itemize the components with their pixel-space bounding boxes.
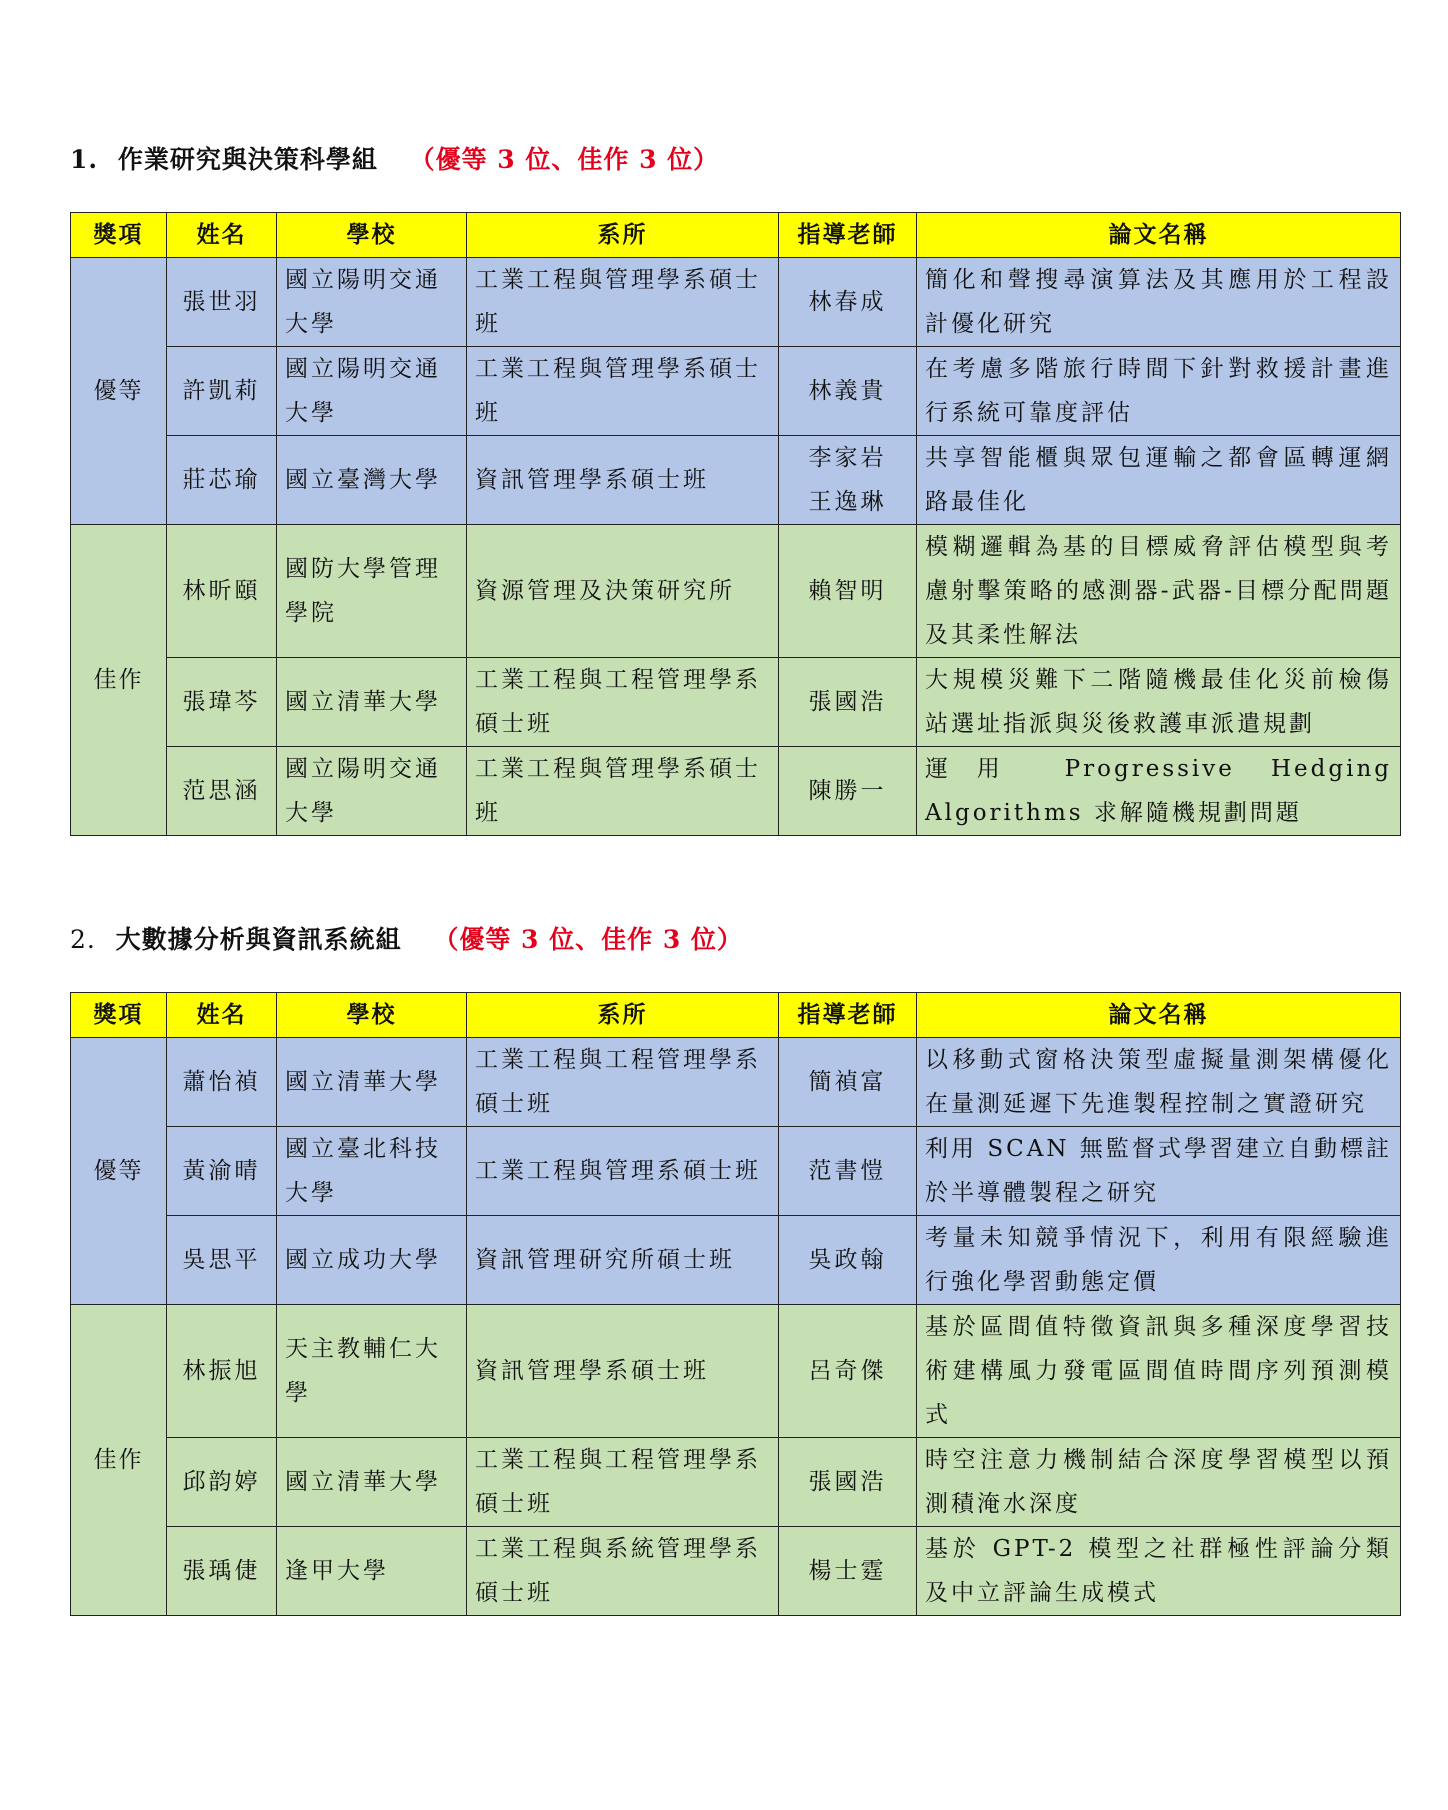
thesis-title-cell: 時空注意力機制結合深度學習模型以預測積淹水深度: [917, 1438, 1401, 1527]
school-cell: 國立陽明交通大學: [277, 258, 467, 347]
dept-cell: 工業工程與工程管理學系碩士班: [467, 658, 779, 747]
award-cell: 優等: [71, 1038, 167, 1305]
thesis-title-cell: 運用 Progressive Hedging Algorithms 求解隨機規劃問題: [917, 747, 1401, 836]
name-cell: 張瑀倢: [167, 1527, 277, 1616]
advisor-cell: [779, 525, 917, 658]
header-school: 學校: [277, 213, 467, 258]
table-row: [71, 525, 1401, 658]
name-cell: 林昕頤: [167, 525, 277, 658]
header-school: 學校: [277, 993, 467, 1038]
section-heading: [70, 142, 1400, 178]
advisor-cell: [779, 436, 917, 525]
header-award: 獎項: [71, 993, 167, 1038]
advisor-cell: [779, 747, 917, 836]
section-1: [70, 142, 1400, 836]
advisor-name: 呂奇傑: [808, 1358, 887, 1384]
header-row: [71, 993, 1401, 1038]
advisor-name: 楊士霆: [808, 1558, 887, 1584]
award-cell: 優等: [71, 258, 167, 525]
thesis-title-cell: 模糊邏輯為基的目標威脅評估模型與考慮射擊策略的感測器-武器-目標分配問題及其柔性解法: [917, 525, 1401, 658]
dept-cell: 工業工程與管理學系碩士班: [467, 347, 779, 436]
advisor-name: 王逸琳: [808, 489, 887, 515]
table-row: [71, 1127, 1401, 1216]
advisor-name: 張國浩: [808, 1469, 887, 1495]
name-cell: 邱韵婷: [167, 1438, 277, 1527]
thesis-title-cell: 基於區間值特徵資訊與多種深度學習技術建構風力發電區間值時間序列預測模式: [917, 1305, 1401, 1438]
dept-cell: 工業工程與工程管理學系碩士班: [467, 1438, 779, 1527]
name-cell: 蕭怡禎: [167, 1038, 277, 1127]
dept-cell: 工業工程與管理系碩士班: [467, 1127, 779, 1216]
advisor-name: 賴智明: [808, 578, 887, 604]
school-cell: 國立陽明交通大學: [277, 747, 467, 836]
dept-cell: 工業工程與工程管理學系碩士班: [467, 1038, 779, 1127]
thesis-title-cell: 以移動式窗格決策型虛擬量測架構優化在量測延遲下先進製程控制之實證研究: [917, 1038, 1401, 1127]
school-cell: 國立臺北科技大學: [277, 1127, 467, 1216]
dept-cell: 資訊管理學系碩士班: [467, 436, 779, 525]
dept-cell: 資訊管理學系碩士班: [467, 1305, 779, 1438]
table-row: [71, 1438, 1401, 1527]
awards-table: [70, 992, 1401, 1616]
school-cell: 國立清華大學: [277, 1438, 467, 1527]
table-row: [71, 1038, 1401, 1127]
section-heading: [70, 922, 1400, 958]
name-cell: 莊芯瑜: [167, 436, 277, 525]
awards-table: [70, 212, 1401, 836]
header-row: [71, 213, 1401, 258]
advisor-name: 簡禎富: [808, 1069, 887, 1095]
header-name: 姓名: [167, 213, 277, 258]
dept-cell: 資訊管理研究所碩士班: [467, 1216, 779, 1305]
table-row: [71, 1216, 1401, 1305]
thesis-title-cell: 基於 GPT-2 模型之社群極性評論分類及中立評論生成模式: [917, 1527, 1401, 1616]
section-number: 1.: [70, 145, 99, 174]
table-row: [71, 258, 1401, 347]
advisor-name: 陳勝一: [808, 778, 887, 804]
header-award: 獎項: [71, 213, 167, 258]
advisor-name: 林春成: [808, 289, 887, 315]
section-title: 作業研究與決策科學組: [117, 145, 378, 174]
thesis-title-cell: 在考慮多階旅行時間下針對救援計畫進行系統可靠度評估: [917, 347, 1401, 436]
dept-cell: 工業工程與系統管理學系碩士班: [467, 1527, 779, 1616]
dept-cell: 工業工程與管理學系碩士班: [467, 747, 779, 836]
section-2: [70, 922, 1400, 1616]
school-cell: 逢甲大學: [277, 1527, 467, 1616]
table-row: [71, 1527, 1401, 1616]
school-cell: 國立成功大學: [277, 1216, 467, 1305]
name-cell: 林振旭: [167, 1305, 277, 1438]
name-cell: 黃渝晴: [167, 1127, 277, 1216]
advisor-cell: [779, 347, 917, 436]
header-dept: 系所: [467, 993, 779, 1038]
school-cell: 國立陽明交通大學: [277, 347, 467, 436]
header-advisor: 指導老師: [779, 993, 917, 1038]
name-cell: 許凱莉: [167, 347, 277, 436]
school-cell: 天主教輔仁大學: [277, 1305, 467, 1438]
table-row: [71, 347, 1401, 436]
header-advisor: 指導老師: [779, 213, 917, 258]
table-row: [71, 1305, 1401, 1438]
thesis-title-cell: 共享智能櫃與眾包運輸之都會區轉運網路最佳化: [917, 436, 1401, 525]
thesis-title-cell: 大規模災難下二階隨機最佳化災前檢傷站選址指派與災後救護車派遣規劃: [917, 658, 1401, 747]
advisor-cell: [779, 1305, 917, 1438]
name-cell: 張世羽: [167, 258, 277, 347]
header-title: 論文名稱: [917, 993, 1401, 1038]
thesis-title-cell: 簡化和聲搜尋演算法及其應用於工程設計優化研究: [917, 258, 1401, 347]
name-cell: 范思涵: [167, 747, 277, 836]
advisor-cell: [779, 1438, 917, 1527]
advisor-name: 吳政翰: [808, 1247, 887, 1273]
school-cell: 國防大學管理學院: [277, 525, 467, 658]
advisor-name: 李家岩: [808, 445, 887, 471]
school-cell: 國立臺灣大學: [277, 436, 467, 525]
advisor-name: 范書愷: [808, 1158, 887, 1184]
table-row: [71, 747, 1401, 836]
dept-cell: 工業工程與管理學系碩士班: [467, 258, 779, 347]
name-cell: 張瑋芩: [167, 658, 277, 747]
advisor-name: 林義貴: [808, 378, 887, 404]
dept-cell: 資源管理及決策研究所: [467, 525, 779, 658]
advisor-cell: [779, 1038, 917, 1127]
section-number: 2.: [70, 925, 96, 954]
award-cell: 佳作: [71, 1305, 167, 1616]
advisor-name: 張國浩: [808, 689, 887, 715]
advisor-cell: [779, 1127, 917, 1216]
advisor-cell: [779, 1216, 917, 1305]
thesis-title-cell: 考量未知競爭情況下，利用有限經驗進行強化學習動態定價: [917, 1216, 1401, 1305]
advisor-cell: [779, 1527, 917, 1616]
advisor-cell: [779, 658, 917, 747]
advisor-cell: [779, 258, 917, 347]
section-quota: （優等 3 位、佳作 3 位）: [409, 145, 720, 174]
award-cell: 佳作: [71, 525, 167, 836]
name-cell: 吳思平: [167, 1216, 277, 1305]
section-title: 大數據分析與資訊系統組: [115, 925, 402, 954]
school-cell: 國立清華大學: [277, 1038, 467, 1127]
school-cell: 國立清華大學: [277, 658, 467, 747]
header-title: 論文名稱: [917, 213, 1401, 258]
header-dept: 系所: [467, 213, 779, 258]
header-name: 姓名: [167, 993, 277, 1038]
table-row: [71, 658, 1401, 747]
thesis-title-cell: 利用 SCAN 無監督式學習建立自動標註於半導體製程之研究: [917, 1127, 1401, 1216]
table-row: [71, 436, 1401, 525]
section-quota: （優等 3 位、佳作 3 位）: [433, 925, 743, 954]
